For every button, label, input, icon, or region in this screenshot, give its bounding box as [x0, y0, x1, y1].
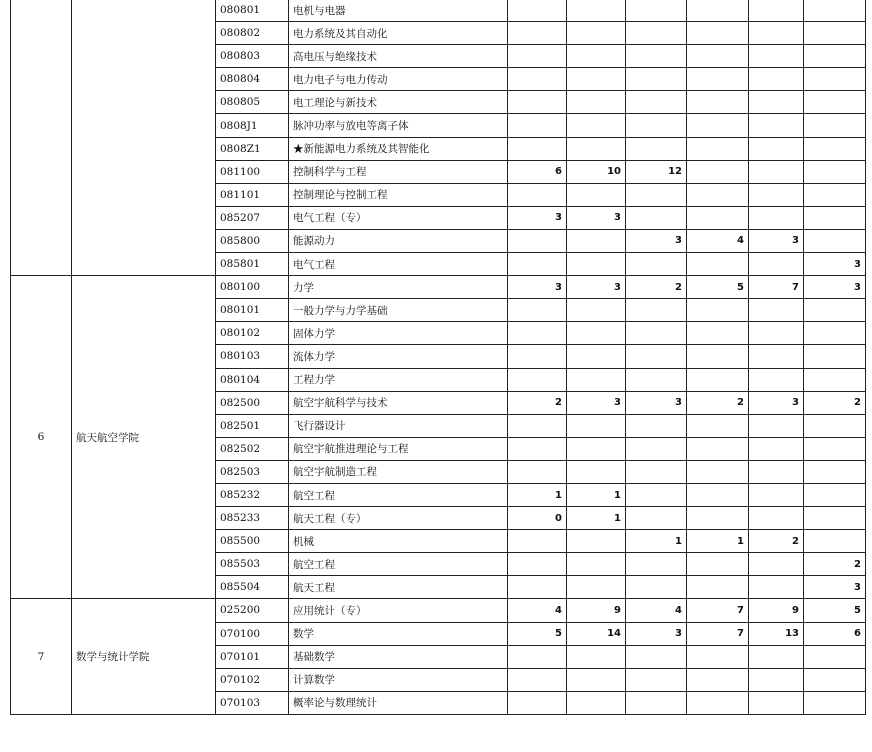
quota-number-cell [508, 460, 567, 483]
quota-number-cell: 5 [508, 622, 567, 645]
quota-number-cell [508, 22, 567, 45]
major-name-cell: 电气工程（专） [289, 206, 508, 229]
quota-number-cell: 3 [626, 622, 687, 645]
major-code-cell: 080805 [216, 91, 289, 114]
major-name-cell: 应用统计（专） [289, 599, 508, 622]
major-code-cell: 081101 [216, 183, 289, 206]
quota-number-cell [687, 0, 749, 22]
quota-number-cell [749, 553, 804, 576]
quota-number-cell [687, 206, 749, 229]
major-code-cell: 082500 [216, 391, 289, 414]
college-name-cell: 航天航空学院 [72, 276, 216, 599]
quota-number-cell: 3 [508, 206, 567, 229]
major-name-cell: 航空宇航科学与技术 [289, 391, 508, 414]
quota-number-cell [687, 137, 749, 160]
college-name-cell: 数学与统计学院 [72, 599, 216, 714]
quota-number-cell [804, 91, 866, 114]
quota-number-cell [687, 460, 749, 483]
quota-number-cell: 4 [626, 599, 687, 622]
quota-number-cell [687, 114, 749, 137]
quota-number-cell [687, 576, 749, 599]
major-name-cell: 机械 [289, 530, 508, 553]
quota-number-cell [804, 645, 866, 668]
quota-number-cell [749, 507, 804, 530]
major-name-cell: 力学 [289, 276, 508, 299]
college-index-cell: 6 [11, 276, 72, 599]
quota-number-cell: 12 [626, 160, 687, 183]
quota-number-cell [508, 45, 567, 68]
major-code-cell: 080803 [216, 45, 289, 68]
quota-number-cell [749, 576, 804, 599]
quota-number-cell [687, 691, 749, 714]
quota-number-cell [508, 437, 567, 460]
quota-number-cell [567, 437, 626, 460]
major-code-cell: 085504 [216, 576, 289, 599]
quota-number-cell [508, 322, 567, 345]
quota-number-cell [749, 322, 804, 345]
quota-number-cell: 1 [567, 507, 626, 530]
quota-number-cell [626, 22, 687, 45]
quota-number-cell [687, 645, 749, 668]
quota-number-cell [749, 437, 804, 460]
quota-number-cell [687, 507, 749, 530]
major-code-cell: 080101 [216, 299, 289, 322]
quota-number-cell [626, 576, 687, 599]
college-index-cell [11, 0, 72, 276]
quota-number-cell [804, 437, 866, 460]
quota-number-cell [626, 322, 687, 345]
quota-number-cell [804, 345, 866, 368]
major-code-cell: 085800 [216, 229, 289, 252]
quota-number-cell [804, 414, 866, 437]
quota-number-cell [567, 114, 626, 137]
quota-number-cell: 3 [626, 229, 687, 252]
quota-number-cell [567, 345, 626, 368]
quota-number-cell: 9 [749, 599, 804, 622]
quota-number-cell: 9 [567, 599, 626, 622]
major-name-cell: 电机与电器 [289, 0, 508, 22]
quota-number-cell [508, 68, 567, 91]
quota-number-cell: 3 [804, 253, 866, 276]
quota-number-cell [804, 160, 866, 183]
quota-number-cell: 2 [804, 391, 866, 414]
quota-number-cell [626, 68, 687, 91]
quota-number-cell [804, 691, 866, 714]
major-code-cell: 070103 [216, 691, 289, 714]
major-code-cell: 070102 [216, 668, 289, 691]
quota-number-cell: 3 [626, 391, 687, 414]
quota-number-cell [508, 137, 567, 160]
quota-number-cell [687, 483, 749, 506]
quota-number-cell [567, 45, 626, 68]
quota-number-cell [749, 183, 804, 206]
table-row [11, 276, 866, 299]
quota-number-cell [804, 137, 866, 160]
quota-number-cell [804, 368, 866, 391]
quota-number-cell [804, 0, 866, 22]
quota-number-cell [687, 414, 749, 437]
quota-number-cell [687, 322, 749, 345]
quota-number-cell [804, 114, 866, 137]
quota-number-cell [567, 460, 626, 483]
quota-number-cell: 3 [804, 576, 866, 599]
quota-number-cell [804, 299, 866, 322]
major-code-cell: 070101 [216, 645, 289, 668]
major-code-cell: 080100 [216, 276, 289, 299]
quota-number-cell [749, 691, 804, 714]
quota-number-cell [508, 576, 567, 599]
quota-number-cell: 3 [508, 276, 567, 299]
quota-number-cell [804, 229, 866, 252]
quota-number-cell [687, 68, 749, 91]
quota-number-cell [804, 507, 866, 530]
quota-number-cell [567, 253, 626, 276]
quota-number-cell: 2 [687, 391, 749, 414]
quota-number-cell [508, 91, 567, 114]
major-name-cell: 固体力学 [289, 322, 508, 345]
major-name-cell: 工程力学 [289, 368, 508, 391]
quota-number-cell: 0 [508, 507, 567, 530]
quota-number-cell [749, 91, 804, 114]
quota-number-cell: 5 [687, 276, 749, 299]
quota-number-cell [749, 668, 804, 691]
quota-number-cell: 10 [567, 160, 626, 183]
quota-number-cell: 3 [749, 391, 804, 414]
quota-number-cell [749, 460, 804, 483]
quota-number-cell: 6 [804, 622, 866, 645]
quota-number-cell: 7 [687, 599, 749, 622]
quota-number-cell [508, 368, 567, 391]
quota-number-cell [804, 22, 866, 45]
quota-number-cell: 3 [567, 276, 626, 299]
major-name-cell: 流体力学 [289, 345, 508, 368]
quota-number-cell [567, 691, 626, 714]
major-code-cell: 085207 [216, 206, 289, 229]
quota-number-cell [626, 0, 687, 22]
quota-number-cell [749, 22, 804, 45]
quota-number-cell [626, 553, 687, 576]
quota-number-cell [749, 645, 804, 668]
quota-number-cell: 3 [567, 391, 626, 414]
quota-number-cell [749, 137, 804, 160]
quota-number-cell [687, 668, 749, 691]
major-name-cell: 电工理论与新技术 [289, 91, 508, 114]
quota-number-cell [567, 0, 626, 22]
quota-number-cell [626, 45, 687, 68]
quota-number-cell [804, 483, 866, 506]
quota-number-cell: 3 [804, 276, 866, 299]
quota-number-cell [508, 645, 567, 668]
quota-number-cell [749, 253, 804, 276]
quota-number-cell [508, 183, 567, 206]
quota-number-cell [508, 668, 567, 691]
quota-number-cell [567, 137, 626, 160]
quota-number-cell [626, 299, 687, 322]
quota-number-cell: 4 [508, 599, 567, 622]
major-name-cell: 数学 [289, 622, 508, 645]
quota-number-cell [626, 668, 687, 691]
quota-number-cell [749, 483, 804, 506]
quota-number-cell [508, 553, 567, 576]
quota-number-cell [508, 229, 567, 252]
quota-number-cell [567, 530, 626, 553]
quota-number-cell [687, 91, 749, 114]
table-row [11, 0, 866, 22]
quota-number-cell [804, 183, 866, 206]
major-code-cell: 081100 [216, 160, 289, 183]
quota-number-cell: 2 [626, 276, 687, 299]
quota-number-cell [626, 483, 687, 506]
major-name-cell: 航空宇航推进理论与工程 [289, 437, 508, 460]
major-name-cell: 飞行器设计 [289, 414, 508, 437]
quota-number-cell [626, 460, 687, 483]
quota-number-cell [626, 437, 687, 460]
quota-number-cell [749, 0, 804, 22]
quota-number-cell [508, 345, 567, 368]
enrollment-table [10, 0, 866, 715]
quota-number-cell [567, 553, 626, 576]
quota-number-cell: 7 [687, 622, 749, 645]
quota-number-cell [626, 368, 687, 391]
quota-number-cell [567, 368, 626, 391]
quota-number-cell: 13 [749, 622, 804, 645]
quota-number-cell [687, 553, 749, 576]
quota-number-cell [626, 414, 687, 437]
quota-number-cell [626, 691, 687, 714]
quota-number-cell [567, 645, 626, 668]
quota-number-cell [626, 345, 687, 368]
major-name-cell: 脉冲功率与放电等离子体 [289, 114, 508, 137]
quota-number-cell [687, 299, 749, 322]
quota-number-cell [508, 114, 567, 137]
quota-number-cell: 1 [687, 530, 749, 553]
quota-number-cell: 1 [508, 483, 567, 506]
quota-number-cell: 14 [567, 622, 626, 645]
quota-number-cell: 3 [567, 206, 626, 229]
quota-number-cell [749, 345, 804, 368]
quota-number-cell [749, 160, 804, 183]
major-name-cell: 概率论与数理统计 [289, 691, 508, 714]
quota-number-cell: 2 [749, 530, 804, 553]
quota-number-cell: 6 [508, 160, 567, 183]
major-code-cell: 080804 [216, 68, 289, 91]
major-name-cell: 控制科学与工程 [289, 160, 508, 183]
quota-number-cell [804, 460, 866, 483]
major-code-cell: 080102 [216, 322, 289, 345]
quota-number-cell [626, 114, 687, 137]
quota-number-cell [749, 68, 804, 91]
major-code-cell: 082501 [216, 414, 289, 437]
quota-number-cell [567, 68, 626, 91]
college-name-cell [72, 0, 216, 276]
major-name-cell: ★新能源电力系统及其智能化 [289, 137, 508, 160]
major-name-cell: 电气工程 [289, 253, 508, 276]
quota-number-cell [626, 137, 687, 160]
major-name-cell: 一般力学与力学基础 [289, 299, 508, 322]
major-name-cell: 航天工程 [289, 576, 508, 599]
major-code-cell: 080801 [216, 0, 289, 22]
major-code-cell: 085232 [216, 483, 289, 506]
quota-number-cell [804, 68, 866, 91]
major-name-cell: 航空工程 [289, 553, 508, 576]
quota-number-cell: 7 [749, 276, 804, 299]
major-name-cell: 高电压与绝缘技术 [289, 45, 508, 68]
major-code-cell: 0808J1 [216, 114, 289, 137]
major-code-cell: 085500 [216, 530, 289, 553]
quota-number-cell [508, 299, 567, 322]
major-name-cell: 控制理论与控制工程 [289, 183, 508, 206]
major-name-cell: 能源动力 [289, 229, 508, 252]
quota-number-cell [749, 368, 804, 391]
quota-number-cell [804, 668, 866, 691]
major-code-cell: 0808Z1 [216, 137, 289, 160]
major-code-cell: 080104 [216, 368, 289, 391]
quota-number-cell [626, 507, 687, 530]
college-index-cell: 7 [11, 599, 72, 714]
major-code-cell: 085503 [216, 553, 289, 576]
major-name-cell: 电力系统及其自动化 [289, 22, 508, 45]
quota-number-cell [626, 645, 687, 668]
quota-number-cell [687, 183, 749, 206]
quota-number-cell [567, 229, 626, 252]
major-name-cell: 航空宇航制造工程 [289, 460, 508, 483]
major-code-cell: 070100 [216, 622, 289, 645]
quota-number-cell: 3 [749, 229, 804, 252]
major-code-cell: 080802 [216, 22, 289, 45]
major-code-cell: 082503 [216, 460, 289, 483]
quota-number-cell: 5 [804, 599, 866, 622]
major-code-cell: 082502 [216, 437, 289, 460]
major-code-cell: 085233 [216, 507, 289, 530]
quota-number-cell [626, 253, 687, 276]
quota-number-cell [567, 668, 626, 691]
major-code-cell: 085801 [216, 253, 289, 276]
quota-number-cell [687, 345, 749, 368]
major-name-cell: 航天工程（专） [289, 507, 508, 530]
quota-number-cell: 4 [687, 229, 749, 252]
quota-number-cell [687, 45, 749, 68]
quota-number-cell [567, 299, 626, 322]
quota-number-cell [687, 160, 749, 183]
quota-number-cell [508, 530, 567, 553]
quota-number-cell [567, 183, 626, 206]
quota-number-cell [626, 91, 687, 114]
quota-number-cell [804, 45, 866, 68]
quota-number-cell [567, 576, 626, 599]
quota-number-cell [508, 691, 567, 714]
quota-number-cell [687, 253, 749, 276]
quota-number-cell [626, 206, 687, 229]
quota-number-cell [749, 206, 804, 229]
major-name-cell: 计算数学 [289, 668, 508, 691]
quota-number-cell [626, 183, 687, 206]
quota-number-cell [567, 22, 626, 45]
major-name-cell: 电力电子与电力传动 [289, 68, 508, 91]
quota-number-cell [687, 22, 749, 45]
quota-number-cell: 1 [626, 530, 687, 553]
quota-number-cell [508, 414, 567, 437]
major-code-cell: 080103 [216, 345, 289, 368]
quota-number-cell [749, 414, 804, 437]
quota-number-cell: 2 [804, 553, 866, 576]
quota-number-cell [804, 206, 866, 229]
quota-number-cell [567, 414, 626, 437]
quota-number-cell [749, 299, 804, 322]
quota-number-cell [804, 322, 866, 345]
quota-number-cell [804, 530, 866, 553]
quota-number-cell [567, 322, 626, 345]
quota-number-cell [567, 91, 626, 114]
major-name-cell: 基础数学 [289, 645, 508, 668]
enrollment-table-body [11, 0, 866, 714]
quota-number-cell [749, 45, 804, 68]
quota-number-cell [687, 437, 749, 460]
major-name-cell: 航空工程 [289, 483, 508, 506]
quota-number-cell: 1 [567, 483, 626, 506]
quota-number-cell [508, 253, 567, 276]
quota-number-cell: 2 [508, 391, 567, 414]
major-code-cell: 025200 [216, 599, 289, 622]
quota-number-cell [749, 114, 804, 137]
quota-number-cell [687, 368, 749, 391]
quota-number-cell [508, 0, 567, 22]
table-row [11, 599, 866, 622]
